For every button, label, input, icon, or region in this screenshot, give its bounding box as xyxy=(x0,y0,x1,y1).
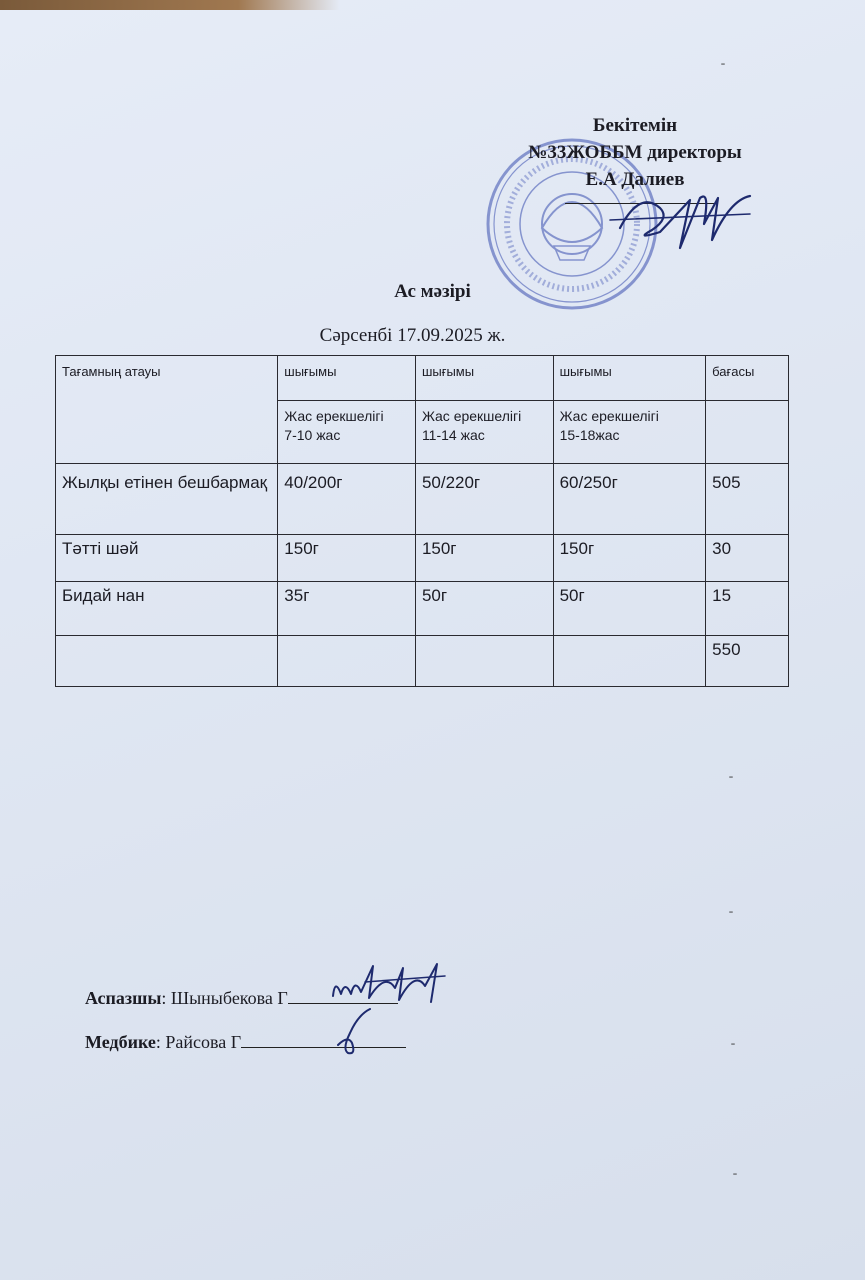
cook-name: Шыныбекова Г xyxy=(170,988,288,1008)
margin-mark: ˉ xyxy=(730,1042,736,1056)
nurse-line: Медбике: Райсова Г xyxy=(85,1032,406,1053)
header-price: бағасы xyxy=(706,356,789,401)
table-row xyxy=(56,535,789,582)
dish-yield-1: 150г xyxy=(278,535,416,582)
age-group-label: Жас ерекшелігі xyxy=(284,408,384,424)
header-yield-1: шығымы xyxy=(278,356,416,401)
approval-line-2: №33ЖОББМ директоры xyxy=(528,142,742,163)
cook-line: Аспазшы: Шыныбекова Г xyxy=(85,988,398,1009)
menu-date: Сәрсенбі 17.09.2025 ж. xyxy=(319,325,506,346)
table-total-row xyxy=(56,636,789,687)
margin-mark: ˉ xyxy=(728,775,734,789)
empty-cell xyxy=(56,636,278,687)
dish-yield-2: 150г xyxy=(415,535,553,582)
margin-mark: ˉ xyxy=(732,1172,738,1186)
margin-mark: ˉ xyxy=(720,62,726,76)
table-row xyxy=(56,582,789,636)
dish-name: Тәтті шәй xyxy=(56,535,278,582)
dish-name: Жылқы етінен бешбармақ xyxy=(56,464,278,535)
dish-price: 15 xyxy=(706,582,789,636)
paper-edge-strip xyxy=(0,0,340,10)
nurse-signature-line xyxy=(241,1033,406,1048)
age-group-label: Жас ерекшелігі xyxy=(421,408,522,424)
dish-yield-2: 50/220г xyxy=(415,464,553,535)
cook-signature xyxy=(325,958,450,1008)
dish-name: Бидай нан xyxy=(56,582,278,636)
age-group-1 xyxy=(278,401,416,464)
margin-mark: ˉ xyxy=(728,910,734,924)
empty-cell xyxy=(706,401,789,464)
header-yield-3: шығымы xyxy=(553,356,706,401)
menu-table xyxy=(55,355,789,687)
empty-cell xyxy=(415,636,553,687)
table-row xyxy=(56,464,789,535)
header-yield-2: шығымы xyxy=(415,356,553,401)
menu-title: Ас мәзірі xyxy=(394,281,471,302)
dish-yield-1: 35г xyxy=(278,582,416,636)
approval-line-3: Е.А Далиев xyxy=(585,169,685,190)
cook-role: Аспазшы xyxy=(85,988,162,1008)
empty-cell xyxy=(278,636,416,687)
header-dish-name: Тағамның атауы xyxy=(56,356,278,464)
age-group-range: 11-14 жас xyxy=(421,427,485,443)
age-group-range: 7-10 жас xyxy=(284,427,341,443)
age-group-range: 15-18жас xyxy=(559,427,620,443)
age-group-3 xyxy=(553,401,706,464)
nurse-name: Райсова Г xyxy=(165,1032,242,1052)
total-price: 550 xyxy=(706,636,789,687)
nurse-signature xyxy=(328,1005,378,1057)
dish-price: 505 xyxy=(706,464,789,535)
age-group-2 xyxy=(415,401,553,464)
dish-yield-3: 150г xyxy=(553,535,706,582)
dish-price: 30 xyxy=(706,535,789,582)
empty-cell xyxy=(553,636,706,687)
dish-yield-3: 60/250г xyxy=(553,464,706,535)
dish-yield-3: 50г xyxy=(553,582,706,636)
age-group-label: Жас ерекшелігі xyxy=(559,408,659,424)
table-header-row xyxy=(56,356,789,401)
dish-yield-2: 50г xyxy=(415,582,553,636)
nurse-role: Медбике xyxy=(85,1032,156,1052)
dish-yield-1: 40/200г xyxy=(278,464,416,535)
approval-line-1: Бекітемін xyxy=(592,115,678,136)
director-signature xyxy=(600,170,760,260)
